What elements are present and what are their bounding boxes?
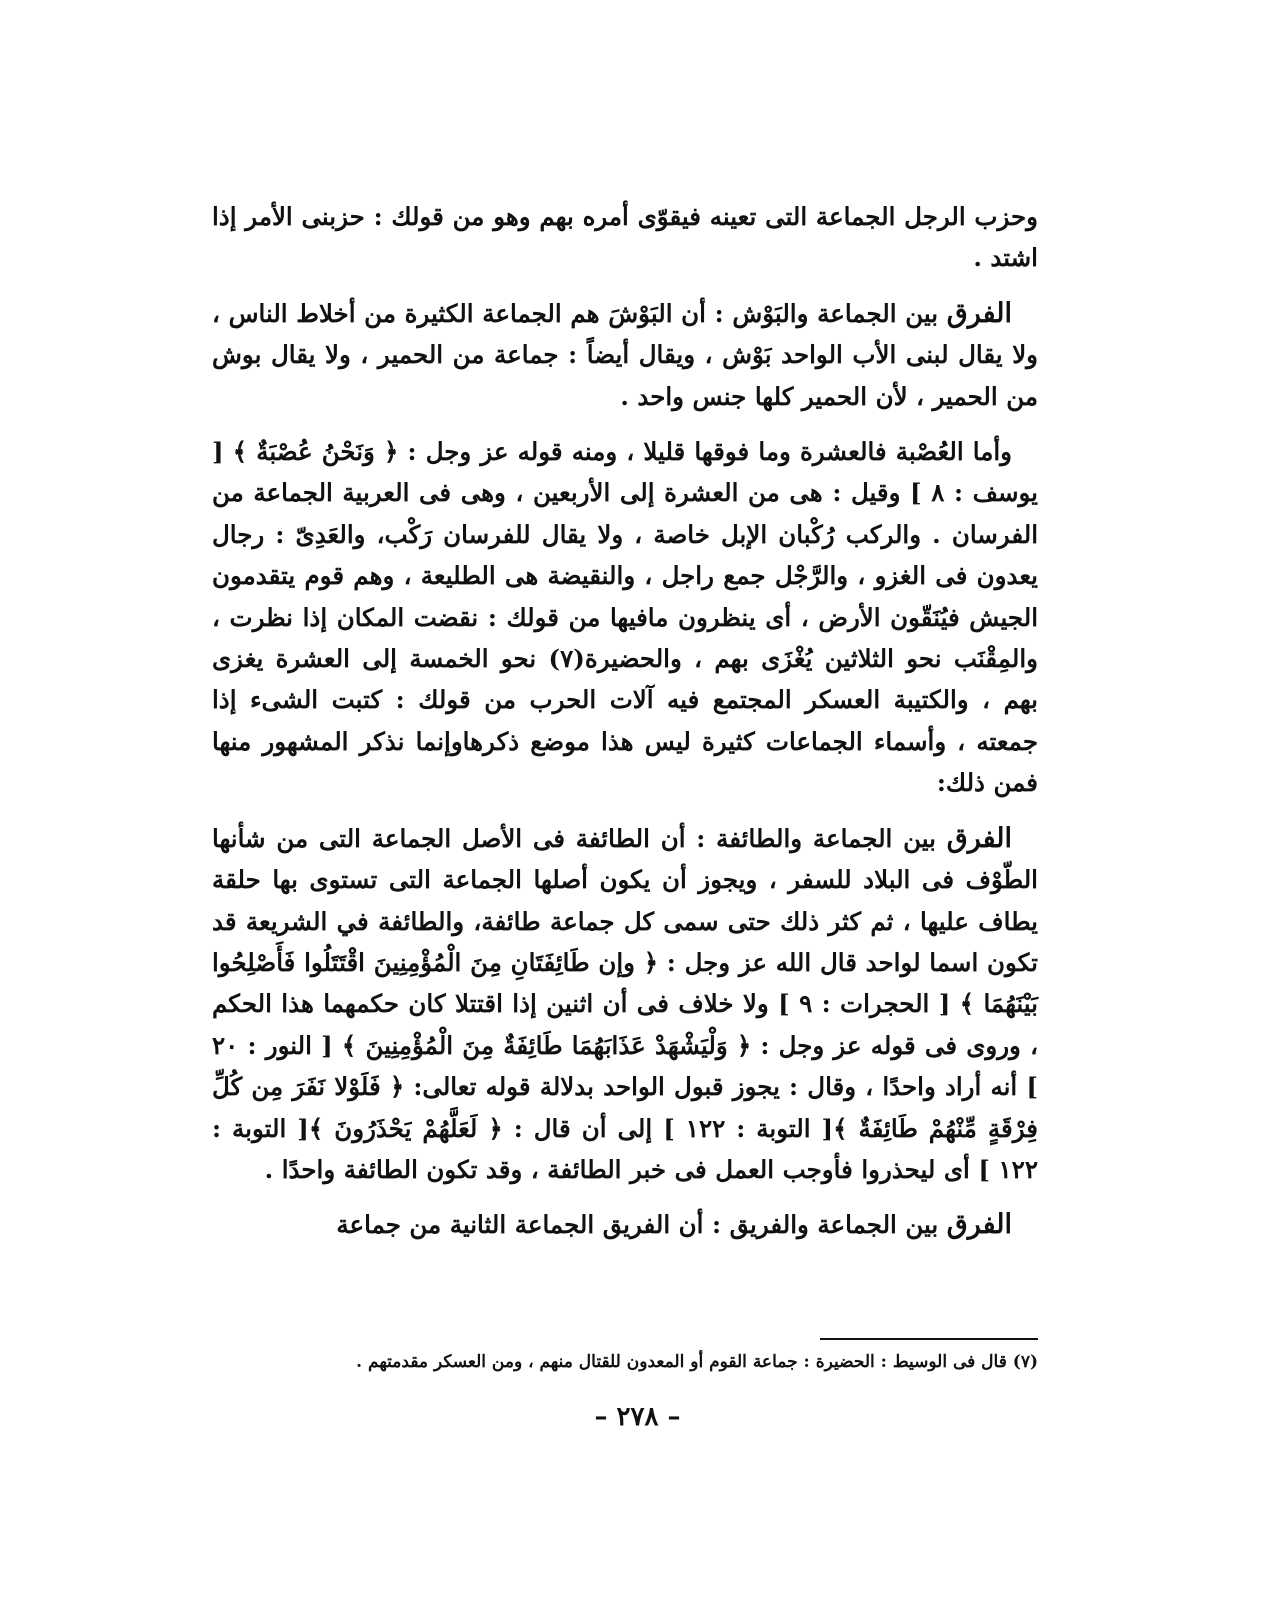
- footnote: (٧) قال فى الوسيط : الحضيرة : جماعة القوم أو المعدون للقتال منهم ، ومن العسكر مقدمتهم .: [356, 1352, 1038, 1372]
- paragraph-text: بين الجماعة والبَوْش : أن البَوْشَ هم الجماعة الكثيرة من أخلاط الناس ، ولا يقال لبنى الأب الواحد بَوْش ، ويقال أيضاً : جماعة من الحمير ، ولا يقال بوش من الحمير ، لأن الحمير كلها جنس واحد .: [212, 298, 1038, 411]
- paragraph-text: بين الجماعة والطائفة : أن الطائفة فى الأصل الجماعة التى من شأنها الطّوْف فى البلاد للسفر ، ويجوز أن يكون أصلها الجماعة التى تستوى بها حلقة يطاف عليها ، ثم كثر ذلك حتى سمى كل جماعة طائفة، والطائفة في الشريعة قد تكون اسما لواحد قال الله عز وجل : ﴿ وإن طَائِفَتَانِ مِنَ الْمُؤْمِنِينَ اقْتَتَلُوا فَأَصْلِحُوا بَيْنَهُمَا ﴾ [ الحجرات : ٩ ] ولا خلاف فى أن اثنين إذا اقتتلا كان حكمهما هذا الحكم ، وروى فى قوله عز وجل : ﴿ وَلْيَشْهَدْ عَذَابَهُمَا طَائِفَةٌ مِنَ الْمُؤْمِنِينَ ﴾ [ النور : ٢٠ ] أنه أراد واحدًا ، وقال : يجوز قبول الواحد بدلالة قوله تعالى: ﴿ فَلَوْلا نَفَرَ مِن كُلِّ فِرْقَةٍ مِّنْهُمْ طَائِفَةٌ ﴾[ التوبة : ١٢٢ ] إلى أن قال : ﴿ لَعَلَّهُمْ يَحْذَرُونَ ﴾[ التوبة : ١٢٢ ] أى ليحذروا فأوجب العمل فى خبر الطائفة ، وقد تكون الطائفة واحدًا .: [212, 823, 1038, 1184]
- paragraph-hizb: [212, 196, 1038, 279]
- paragraph-difference-fariq: [212, 1204, 1038, 1245]
- main-text: [212, 196, 1038, 1260]
- paragraph-difference-taifa: [212, 818, 1038, 1191]
- footnote-divider: [820, 1338, 1038, 1340]
- section-term: الفرق: [946, 1209, 1012, 1241]
- section-term: الفرق: [946, 297, 1012, 329]
- paragraph-text: بين الجماعة والفريق : أن الفريق الجماعة الثانية من جماعة: [336, 1210, 947, 1240]
- paragraph-usba: [212, 431, 1038, 804]
- paragraph-text: وأما العُصْبة فالعشرة وما فوقها قليلا ، ومنه قوله عز وجل : ﴿ وَنَحْنُ عُصْبَةٌ ﴾ [ يوسف : ٨ ] وقيل : هى من العشرة إلى الأربعين ، وهى فى العربية الجماعة من الفرسان . والركب رُكْبان الإبل خاصة ، ولا يقال للفرسان رَكْب، والعَدِىّ : رجال يعدون فى الغزو ، والرَّجْل جمع راجل ، والنقيضة هى الطليعة ، وهم قوم يتقدمون الجيش فيُنَقّون الأرض ، أى ينظرون مافيها من قولك : نقضت المكان إذا نظرت ، والمِقْنَب نحو الثلاثين يُغْزَى بهم ، والحضيرة(٧) نحو الخمسة إلى العشرة يغزى بهم ، والكتيبة العسكر المجتمع فيه آلات الحرب من قولك : كتبت الشىء إذا جمعته ، وأسماء الجماعات كثيرة ليس هذا موضع ذكرهاوإنما نذكر المشهور منها فمن ذلك:: [212, 437, 1038, 798]
- paragraph-difference-bawsh: [212, 293, 1038, 417]
- paragraph-text: وحزب الرجل الجماعة التى تعينه فيقوّى أمره بهم وهو من قولك : حزبنى الأمر إذا اشتد .: [212, 202, 1038, 273]
- page-number: – ٢٧٨ –: [594, 1402, 681, 1432]
- section-term: الفرق: [946, 822, 1012, 854]
